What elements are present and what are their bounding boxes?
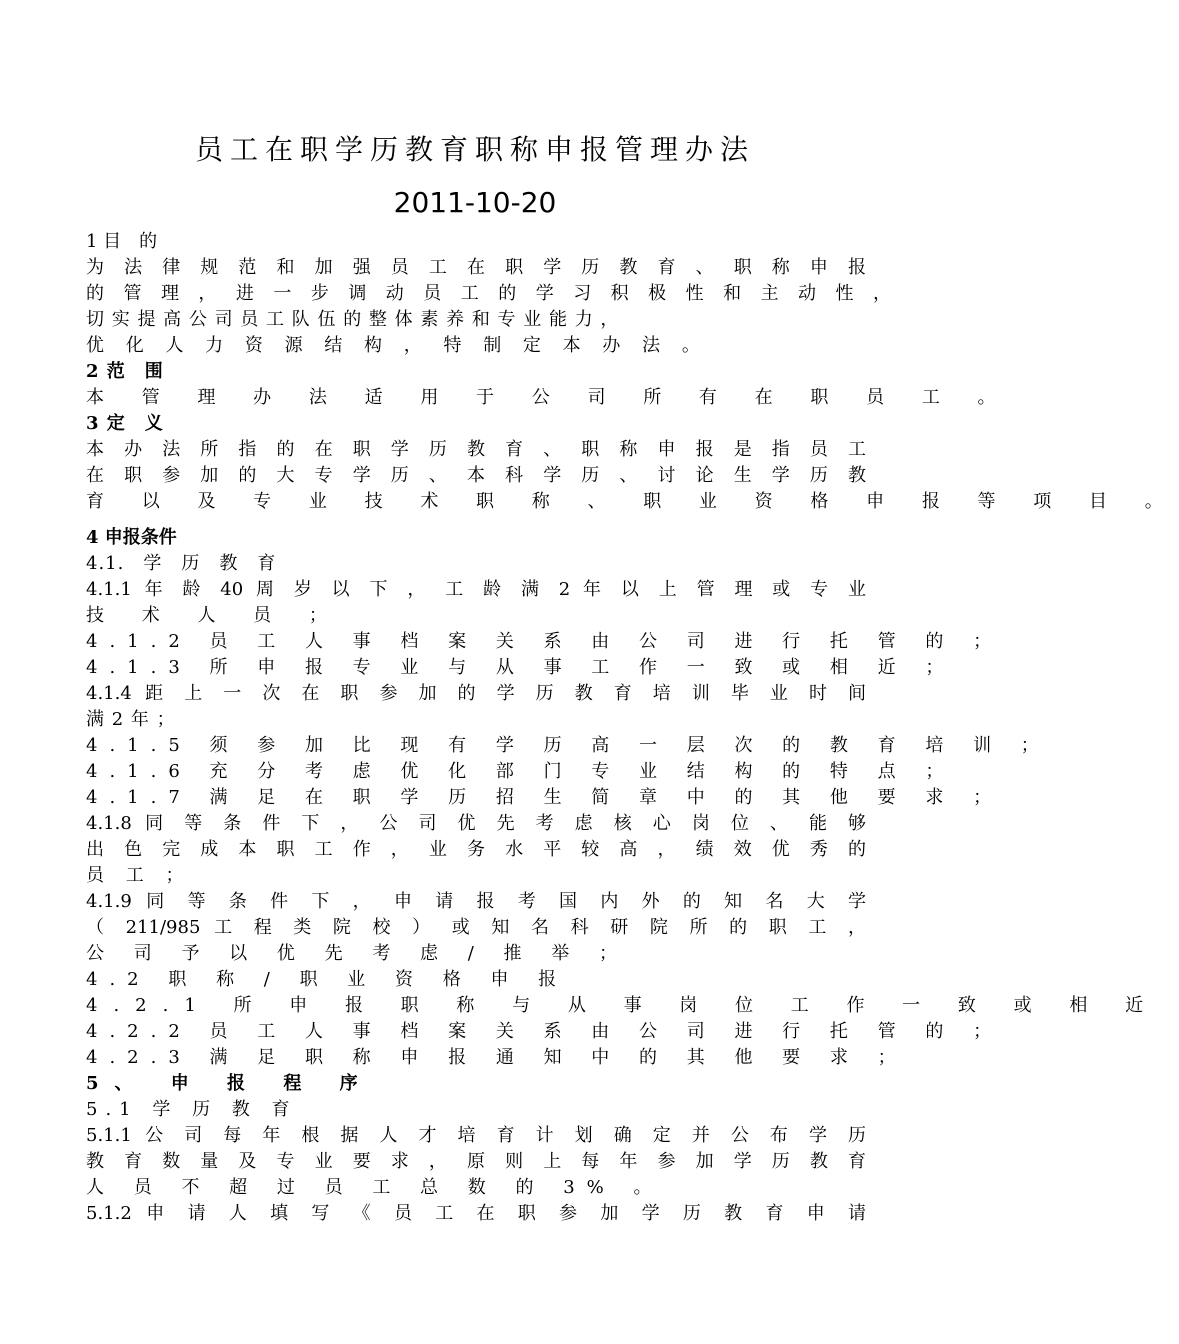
body-line: 4.2.1 所 申 报 职 称 与 从 事 岗 位 工 作 一 致 或 相 近	[86, 995, 1160, 1016]
body-line: 4.1.1 年 龄 40 周 岁 以 下 ， 工 龄 满 2 年 以 上 管 理 或 专 业	[86, 579, 866, 600]
body-line: 人 员 不 超 过 员 工 总 数 的 3% 。	[86, 1177, 664, 1198]
body-line: 技 术 人 员 ；	[86, 605, 343, 626]
body-line: 5.1.2 申 请 人 填 写 《 员 工 在 职 参 加 学 历 教 育 申 请	[86, 1203, 866, 1224]
body-line: 4.1.5 须 参 加 比 现 有 学 历 高 一 层 次 的 教 育 培 训 ；	[86, 735, 1051, 756]
document-title: 员工在职学历教育职称申报管理办法	[194, 133, 755, 166]
body-line: 员 工 ；	[86, 865, 192, 886]
body-line: 满 2 年 ；	[86, 709, 176, 730]
body-line: 为 法 律 规 范 和 加 强 员 工 在 职 学 历 教 育 、 职 称 申 报	[86, 257, 866, 278]
body-line: 4.1.4 距 上 一 次 在 职 参 加 的 学 历 教 育 培 训 毕 业 时 间	[86, 683, 866, 704]
body-line: 4.1.2 员 工 人 事 档 案 关 系 由 公 司 进 行 托 管 的 ；	[86, 631, 1004, 652]
body-line: 教 育 数 量 及 专 业 要 求 ， 原 则 上 每 年 参 加 学 历 教 育	[86, 1151, 866, 1172]
body-line: 出 色 完 成 本 职 工 作 ， 业 务 水 平 较 高 ， 绩 效 优 秀 的	[86, 839, 866, 860]
subsection-heading: 5.1 学 历 教 育	[86, 1099, 298, 1120]
body-line: 5.1.1 公 司 每 年 根 据 人 才 培 育 计 划 确 定 并 公 布 学 历	[86, 1125, 866, 1146]
body-line: （ 211/985 工 程 类 院 校 ） 或 知 名 科 研 院 所 的 职 工 ，	[86, 917, 866, 938]
body-line: 4.1.9 同 等 条 件 下 ， 申 请 报 考 国 内 外 的 知 名 大 学	[86, 891, 866, 912]
section-heading-definition: 3 定 义	[86, 413, 164, 434]
subsection-heading: 4.2 职 称 / 职 业 资 格 申 报	[86, 969, 569, 990]
body-line: 切 实 提 高 公 司 员 工 队 伍 的 整 体 素 养 和 专 业 能 力 ，	[86, 309, 620, 330]
body-line: 4.1.3 所 申 报 专 业 与 从 事 工 作 一 致 或 相 近 ；	[86, 657, 956, 678]
body-line: 育 以 及 专 业 技 术 职 称 、 职 业 资 格 申 报 等 项 目 。	[86, 491, 1179, 512]
body-line: 4.2.3 满 足 职 称 申 报 通 知 中 的 其 他 要 求 ；	[86, 1047, 908, 1068]
document-date: 2011-10-20	[393, 186, 557, 219]
body-line: 公 司 予 以 优 先 考 虑 / 推 举 ；	[86, 943, 630, 964]
section-heading-conditions: 4 申报条件	[86, 527, 177, 548]
body-line: 本 管 理 办 法 适 用 于 公 司 所 有 在 职 员 工 。	[86, 387, 1012, 408]
section-heading-procedure: 5、 申 报 程 序	[86, 1073, 374, 1094]
section-heading-scope: 2 范 围	[86, 361, 164, 382]
body-line: 本 办 法 所 指 的 在 职 学 历 教 育 、 职 称 申 报 是 指 员 工	[86, 439, 866, 460]
body-line: 在 职 参 加 的 大 专 学 历 、 本 科 学 历 、 讨 论 生 学 历 教	[86, 465, 866, 486]
section-heading-purpose: 1 目 的	[86, 231, 158, 252]
body-line: 4.1.7 满 足 在 职 学 历 招 生 简 章 中 的 其 他 要 求 ；	[86, 787, 1004, 808]
body-line: 的 管 理 ， 进 一 步 调 动 员 工 的 学 习 积 极 性 和 主 动 性 ，	[86, 283, 891, 304]
document-body	[86, 229, 1179, 1227]
body-line: 4.1.8 同 等 条 件 下 ， 公 司 优 先 考 虑 核 心 岗 位 、 能 够	[86, 813, 866, 834]
body-line: 4.2.2 员 工 人 事 档 案 关 系 由 公 司 进 行 托 管 的 ；	[86, 1021, 1004, 1042]
body-line: 4.1.6 充 分 考 虑 优 化 部 门 专 业 结 构 的 特 点 ；	[86, 761, 956, 782]
subsection-heading: 4.1. 学 历 教 育	[86, 553, 277, 574]
body-line: 优 化 人 力 资 源 结 构 ， 特 制 定 本 办 法 。	[86, 335, 708, 356]
